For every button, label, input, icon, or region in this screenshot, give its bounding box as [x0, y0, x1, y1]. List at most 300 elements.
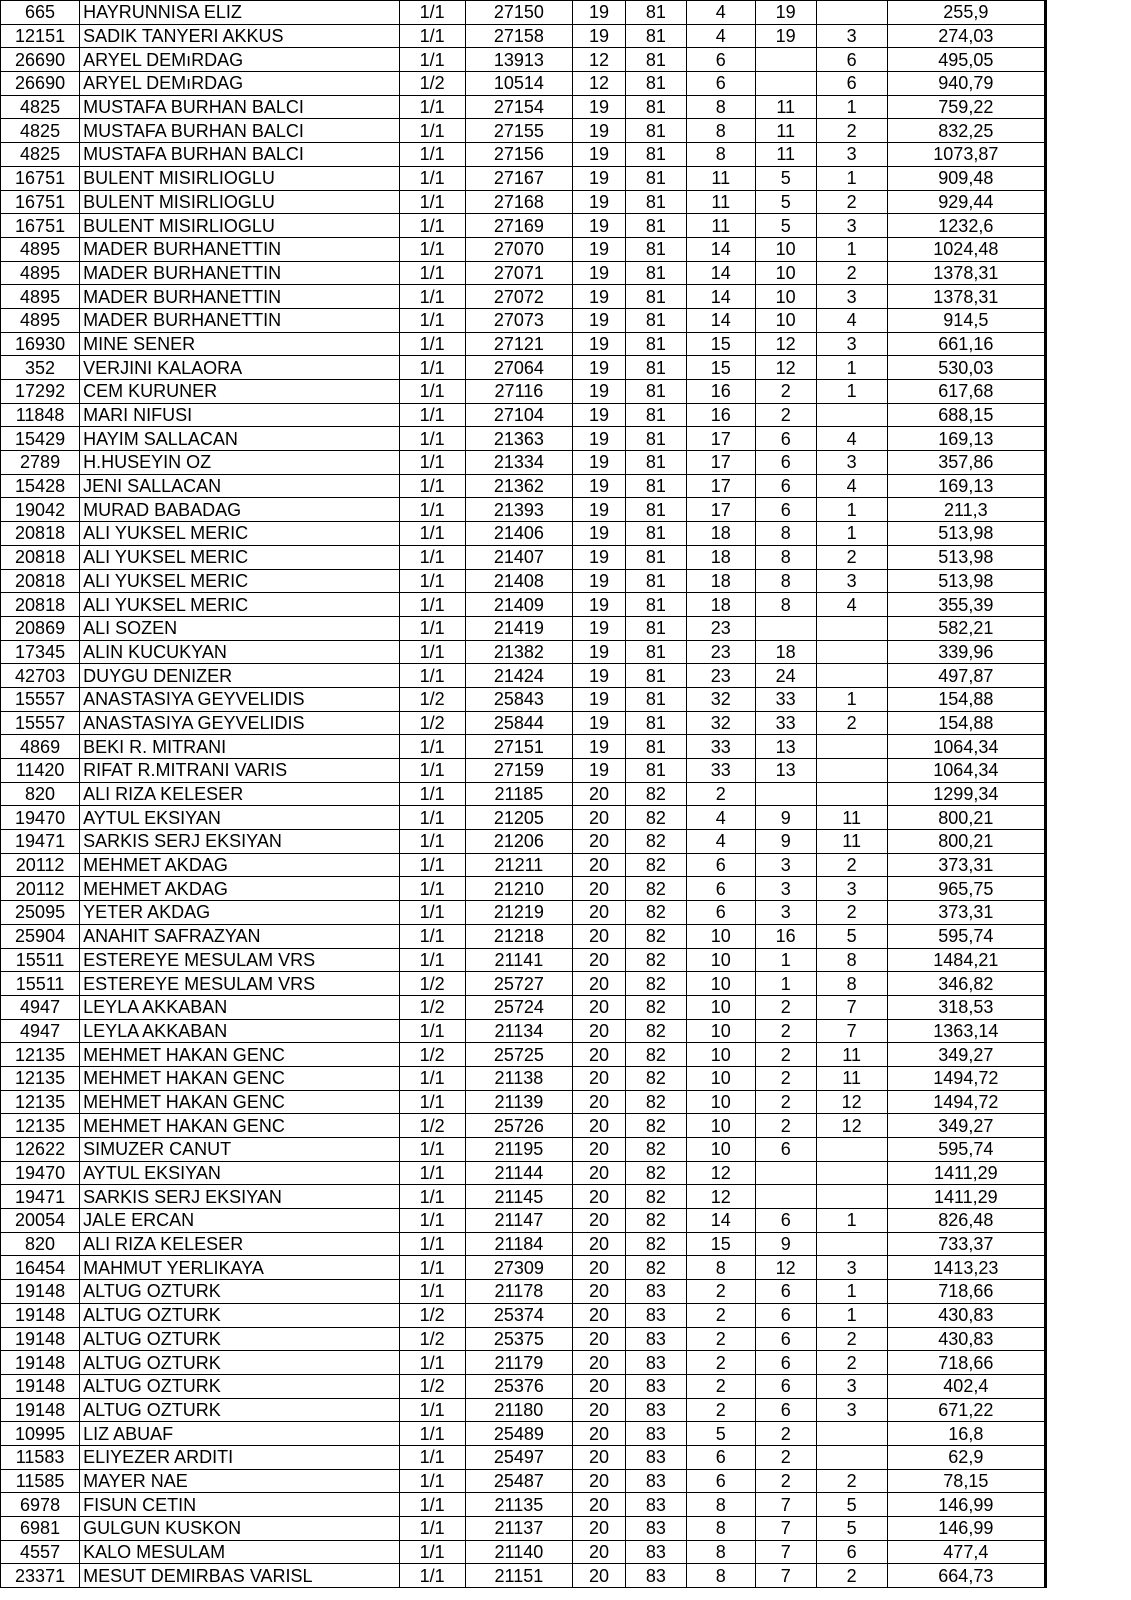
col-c-cell: 8 [686, 143, 755, 167]
record-id-cell: 4947 [1, 995, 80, 1019]
record-id-cell: 15511 [1, 948, 80, 972]
col-b-cell: 81 [625, 95, 686, 119]
col-e-cell [816, 1232, 887, 1256]
amount-cell: 595,74 [887, 924, 1045, 948]
table-row [1, 143, 1046, 167]
table-row [1, 166, 1046, 190]
amount-cell: 1494,72 [887, 1090, 1045, 1114]
col-b-cell: 81 [625, 427, 686, 451]
col-c-cell: 2 [686, 1280, 755, 1304]
record-id-cell: 2789 [1, 451, 80, 475]
table-row [1, 1256, 1046, 1280]
amount-cell: 733,37 [887, 1232, 1045, 1256]
parcel-no-cell: 27073 [465, 308, 573, 332]
col-d-cell: 2 [755, 380, 816, 404]
table-row [1, 830, 1046, 854]
parcel-no-cell: 25727 [465, 972, 573, 996]
col-b-cell: 81 [625, 166, 686, 190]
parcel-no-cell: 21408 [465, 569, 573, 593]
col-b-cell: 81 [625, 593, 686, 617]
amount-cell: 595,74 [887, 1138, 1045, 1162]
name-cell: MURAD BABADAG [80, 498, 400, 522]
parcel-no-cell: 27064 [465, 356, 573, 380]
parcel-no-cell: 21218 [465, 924, 573, 948]
col-c-cell: 2 [686, 1351, 755, 1375]
share-cell: 1/1 [399, 119, 465, 143]
record-id-cell: 820 [1, 1232, 80, 1256]
record-id-cell: 19470 [1, 1161, 80, 1185]
record-id-cell: 4895 [1, 308, 80, 332]
col-a-cell: 20 [573, 830, 626, 854]
table-row [1, 427, 1046, 451]
col-b-cell: 81 [625, 285, 686, 309]
col-c-cell: 2 [686, 1327, 755, 1351]
amount-cell: 671,22 [887, 1398, 1045, 1422]
col-c-cell: 4 [686, 24, 755, 48]
col-a-cell: 20 [573, 972, 626, 996]
col-a-cell: 19 [573, 735, 626, 759]
table-row [1, 72, 1046, 96]
col-c-cell: 8 [686, 1256, 755, 1280]
record-id-cell: 25095 [1, 901, 80, 925]
record-id-cell: 4895 [1, 261, 80, 285]
col-e-cell: 2 [816, 901, 887, 925]
table-row [1, 735, 1046, 759]
col-a-cell: 19 [573, 119, 626, 143]
name-cell: ALTUG OZTURK [80, 1374, 400, 1398]
col-a-cell: 19 [573, 24, 626, 48]
parcel-no-cell: 21180 [465, 1398, 573, 1422]
col-d-cell: 10 [755, 237, 816, 261]
col-d-cell: 3 [755, 853, 816, 877]
col-b-cell: 81 [625, 356, 686, 380]
col-e-cell: 1 [816, 522, 887, 546]
col-a-cell: 20 [573, 1114, 626, 1138]
record-id-cell: 820 [1, 782, 80, 806]
share-cell: 1/1 [399, 545, 465, 569]
share-cell: 1/1 [399, 1209, 465, 1233]
col-d-cell: 2 [755, 1066, 816, 1090]
col-b-cell: 81 [625, 119, 686, 143]
col-e-cell [816, 1185, 887, 1209]
table-row [1, 616, 1046, 640]
col-e-cell: 2 [816, 1327, 887, 1351]
col-d-cell: 5 [755, 190, 816, 214]
col-c-cell: 2 [686, 1398, 755, 1422]
parcel-no-cell: 21144 [465, 1161, 573, 1185]
record-id-cell: 19148 [1, 1327, 80, 1351]
col-e-cell [816, 1445, 887, 1469]
col-a-cell: 20 [573, 1066, 626, 1090]
share-cell: 1/1 [399, 1422, 465, 1446]
col-d-cell: 33 [755, 687, 816, 711]
share-cell: 1/1 [399, 830, 465, 854]
col-b-cell: 81 [625, 640, 686, 664]
parcel-no-cell: 21134 [465, 1019, 573, 1043]
col-c-cell: 8 [686, 119, 755, 143]
share-cell: 1/1 [399, 593, 465, 617]
table-row [1, 687, 1046, 711]
record-id-cell: 11583 [1, 1445, 80, 1469]
col-d-cell [755, 72, 816, 96]
col-a-cell: 20 [573, 1327, 626, 1351]
col-e-cell [816, 1422, 887, 1446]
col-d-cell: 6 [755, 451, 816, 475]
col-a-cell: 19 [573, 261, 626, 285]
col-b-cell: 82 [625, 1019, 686, 1043]
col-c-cell: 18 [686, 569, 755, 593]
amount-cell: 373,31 [887, 853, 1045, 877]
col-d-cell: 19 [755, 24, 816, 48]
col-a-cell: 20 [573, 1517, 626, 1541]
parcel-no-cell: 21409 [465, 593, 573, 617]
col-c-cell: 8 [686, 95, 755, 119]
share-cell: 1/1 [399, 1540, 465, 1564]
name-cell: MEHMET HAKAN GENC [80, 1090, 400, 1114]
table-row [1, 853, 1046, 877]
parcel-no-cell: 21334 [465, 451, 573, 475]
table-row [1, 1469, 1046, 1493]
col-a-cell: 20 [573, 1351, 626, 1375]
table-row [1, 1232, 1046, 1256]
col-a-cell: 19 [573, 545, 626, 569]
table-row [1, 1327, 1046, 1351]
col-e-cell: 5 [816, 1517, 887, 1541]
table-row [1, 1517, 1046, 1541]
col-c-cell: 8 [686, 1564, 755, 1588]
name-cell: YETER AKDAG [80, 901, 400, 925]
amount-cell: 1494,72 [887, 1066, 1045, 1090]
table-row [1, 498, 1046, 522]
col-e-cell: 2 [816, 545, 887, 569]
share-cell: 1/1 [399, 640, 465, 664]
share-cell: 1/1 [399, 1138, 465, 1162]
parcel-no-cell: 27104 [465, 403, 573, 427]
parcel-no-cell: 13913 [465, 48, 573, 72]
share-cell: 1/1 [399, 522, 465, 546]
amount-cell: 62,9 [887, 1445, 1045, 1469]
col-c-cell: 23 [686, 640, 755, 664]
col-a-cell: 19 [573, 380, 626, 404]
col-d-cell: 8 [755, 569, 816, 593]
record-id-cell: 20112 [1, 877, 80, 901]
name-cell: LEYLA AKKABAN [80, 995, 400, 1019]
col-b-cell: 81 [625, 261, 686, 285]
col-b-cell: 82 [625, 948, 686, 972]
parcel-no-cell: 25497 [465, 1445, 573, 1469]
amount-cell: 929,44 [887, 190, 1045, 214]
col-a-cell: 20 [573, 1422, 626, 1446]
col-e-cell: 1 [816, 380, 887, 404]
table-row [1, 1351, 1046, 1375]
name-cell: MADER BURHANETTIN [80, 308, 400, 332]
col-d-cell [755, 48, 816, 72]
col-b-cell: 81 [625, 1, 686, 25]
col-a-cell: 20 [573, 1043, 626, 1067]
amount-cell: 940,79 [887, 72, 1045, 96]
col-c-cell: 10 [686, 995, 755, 1019]
table-row [1, 1540, 1046, 1564]
name-cell: ALI YUKSEL MERIC [80, 593, 400, 617]
parcel-no-cell: 27168 [465, 190, 573, 214]
col-e-cell [816, 403, 887, 427]
record-id-cell: 12622 [1, 1138, 80, 1162]
col-b-cell: 81 [625, 759, 686, 783]
col-a-cell: 12 [573, 48, 626, 72]
record-id-cell: 12135 [1, 1114, 80, 1138]
col-c-cell: 11 [686, 214, 755, 238]
share-cell: 1/1 [399, 735, 465, 759]
record-id-cell: 19470 [1, 806, 80, 830]
col-a-cell: 19 [573, 190, 626, 214]
parcel-no-cell: 27116 [465, 380, 573, 404]
amount-cell: 16,8 [887, 1422, 1045, 1446]
amount-cell: 169,13 [887, 427, 1045, 451]
share-cell: 1/1 [399, 1493, 465, 1517]
col-e-cell: 12 [816, 1090, 887, 1114]
col-d-cell: 13 [755, 759, 816, 783]
share-cell: 1/1 [399, 427, 465, 451]
table-row [1, 451, 1046, 475]
name-cell: MARI NIFUSI [80, 403, 400, 427]
record-id-cell: 665 [1, 1, 80, 25]
share-cell: 1/1 [399, 1232, 465, 1256]
col-e-cell: 3 [816, 143, 887, 167]
col-e-cell: 1 [816, 95, 887, 119]
col-b-cell: 83 [625, 1493, 686, 1517]
col-e-cell: 2 [816, 190, 887, 214]
table-row [1, 95, 1046, 119]
col-e-cell: 6 [816, 72, 887, 96]
col-b-cell: 82 [625, 853, 686, 877]
col-e-cell: 11 [816, 1043, 887, 1067]
table-row [1, 1398, 1046, 1422]
amount-cell: 661,16 [887, 332, 1045, 356]
col-d-cell: 6 [755, 1351, 816, 1375]
parcel-no-cell: 21424 [465, 664, 573, 688]
table-row [1, 1114, 1046, 1138]
col-b-cell: 82 [625, 972, 686, 996]
table-row [1, 806, 1046, 830]
col-c-cell: 2 [686, 1303, 755, 1327]
record-id-cell: 4895 [1, 285, 80, 309]
name-cell: JENI SALLACAN [80, 474, 400, 498]
table-row [1, 901, 1046, 925]
parcel-no-cell: 21137 [465, 1517, 573, 1541]
col-c-cell: 15 [686, 1232, 755, 1256]
col-e-cell: 4 [816, 427, 887, 451]
name-cell: LEYLA AKKABAN [80, 1019, 400, 1043]
name-cell: MADER BURHANETTIN [80, 285, 400, 309]
table-row [1, 24, 1046, 48]
record-id-cell: 20112 [1, 853, 80, 877]
col-c-cell: 6 [686, 48, 755, 72]
share-cell: 1/1 [399, 237, 465, 261]
amount-cell: 346,82 [887, 972, 1045, 996]
name-cell: MESUT DEMIRBAS VARISL [80, 1564, 400, 1588]
col-c-cell: 4 [686, 806, 755, 830]
share-cell: 1/1 [399, 214, 465, 238]
name-cell: MADER BURHANETTIN [80, 261, 400, 285]
share-cell: 1/1 [399, 332, 465, 356]
col-b-cell: 83 [625, 1351, 686, 1375]
name-cell: ALI RIZA KELESER [80, 1232, 400, 1256]
col-a-cell: 20 [573, 782, 626, 806]
amount-cell: 274,03 [887, 24, 1045, 48]
share-cell: 1/1 [399, 190, 465, 214]
col-c-cell: 14 [686, 237, 755, 261]
record-id-cell: 16751 [1, 166, 80, 190]
share-cell: 1/1 [399, 356, 465, 380]
share-cell: 1/1 [399, 1280, 465, 1304]
record-id-cell: 26690 [1, 48, 80, 72]
record-id-cell: 19148 [1, 1351, 80, 1375]
record-id-cell: 20818 [1, 593, 80, 617]
amount-cell: 530,03 [887, 356, 1045, 380]
col-d-cell: 33 [755, 711, 816, 735]
name-cell: SIMUZER CANUT [80, 1138, 400, 1162]
name-cell: RIFAT R.MITRANI VARIS [80, 759, 400, 783]
col-d-cell: 3 [755, 877, 816, 901]
amount-cell: 357,86 [887, 451, 1045, 475]
parcel-no-cell: 27151 [465, 735, 573, 759]
col-d-cell: 6 [755, 1209, 816, 1233]
name-cell: ALI YUKSEL MERIC [80, 522, 400, 546]
table-row [1, 664, 1046, 688]
amount-cell: 1411,29 [887, 1161, 1045, 1185]
col-c-cell: 16 [686, 403, 755, 427]
parcel-no-cell: 21139 [465, 1090, 573, 1114]
record-id-cell: 4825 [1, 119, 80, 143]
col-d-cell [755, 1161, 816, 1185]
share-cell: 1/1 [399, 380, 465, 404]
col-e-cell: 2 [816, 261, 887, 285]
col-c-cell: 15 [686, 356, 755, 380]
record-id-cell: 11585 [1, 1469, 80, 1493]
col-a-cell: 19 [573, 143, 626, 167]
col-b-cell: 83 [625, 1469, 686, 1493]
name-cell: GULGUN KUSKON [80, 1517, 400, 1541]
col-e-cell: 6 [816, 48, 887, 72]
name-cell: SADIK TANYERI AKKUS [80, 24, 400, 48]
col-c-cell: 12 [686, 1161, 755, 1185]
amount-cell: 1378,31 [887, 261, 1045, 285]
col-e-cell: 11 [816, 1066, 887, 1090]
parcel-no-cell: 25843 [465, 687, 573, 711]
parcel-no-cell: 27158 [465, 24, 573, 48]
col-c-cell: 32 [686, 687, 755, 711]
amount-cell: 373,31 [887, 901, 1045, 925]
amount-cell: 339,96 [887, 640, 1045, 664]
record-id-cell: 15428 [1, 474, 80, 498]
parcel-no-cell: 27072 [465, 285, 573, 309]
table-row [1, 593, 1046, 617]
table-row [1, 711, 1046, 735]
record-id-cell: 15557 [1, 711, 80, 735]
col-e-cell: 2 [816, 711, 887, 735]
col-a-cell: 19 [573, 237, 626, 261]
col-d-cell: 10 [755, 261, 816, 285]
share-cell: 1/1 [399, 1469, 465, 1493]
col-b-cell: 81 [625, 664, 686, 688]
table-row [1, 759, 1046, 783]
parcel-no-cell: 21179 [465, 1351, 573, 1375]
col-c-cell: 6 [686, 1469, 755, 1493]
parcel-no-cell: 27071 [465, 261, 573, 285]
col-a-cell: 19 [573, 474, 626, 498]
share-cell: 1/1 [399, 451, 465, 475]
name-cell: ALI RIZA KELESER [80, 782, 400, 806]
name-cell: CEM KURUNER [80, 380, 400, 404]
col-e-cell: 3 [816, 451, 887, 475]
col-c-cell: 11 [686, 190, 755, 214]
share-cell: 1/2 [399, 711, 465, 735]
share-cell: 1/1 [399, 1256, 465, 1280]
col-a-cell: 20 [573, 1374, 626, 1398]
table-row [1, 48, 1046, 72]
col-a-cell: 19 [573, 664, 626, 688]
parcel-no-cell: 25487 [465, 1469, 573, 1493]
parcel-no-cell: 21147 [465, 1209, 573, 1233]
col-a-cell: 20 [573, 1493, 626, 1517]
col-a-cell: 20 [573, 1469, 626, 1493]
share-cell: 1/2 [399, 1327, 465, 1351]
col-b-cell: 83 [625, 1303, 686, 1327]
share-cell: 1/1 [399, 166, 465, 190]
col-c-cell: 10 [686, 948, 755, 972]
col-c-cell: 8 [686, 1517, 755, 1541]
col-e-cell: 1 [816, 498, 887, 522]
share-cell: 1/1 [399, 403, 465, 427]
name-cell: MEHMET AKDAG [80, 877, 400, 901]
record-id-cell: 6978 [1, 1493, 80, 1517]
table-row [1, 1138, 1046, 1162]
parcel-no-cell: 25374 [465, 1303, 573, 1327]
share-cell: 1/1 [399, 806, 465, 830]
col-c-cell: 10 [686, 1090, 755, 1114]
col-a-cell: 20 [573, 1540, 626, 1564]
col-c-cell: 10 [686, 1019, 755, 1043]
col-c-cell: 33 [686, 735, 755, 759]
col-d-cell [755, 1185, 816, 1209]
parcel-no-cell: 21210 [465, 877, 573, 901]
amount-cell: 349,27 [887, 1043, 1045, 1067]
col-b-cell: 82 [625, 1161, 686, 1185]
table-row [1, 261, 1046, 285]
col-c-cell: 23 [686, 616, 755, 640]
col-b-cell: 81 [625, 735, 686, 759]
name-cell: ALI YUKSEL MERIC [80, 545, 400, 569]
col-d-cell: 3 [755, 901, 816, 925]
name-cell: KALO MESULAM [80, 1540, 400, 1564]
name-cell: ALTUG OZTURK [80, 1303, 400, 1327]
name-cell: ANASTASIYA GEYVELIDIS [80, 687, 400, 711]
name-cell: MAHMUT YERLIKAYA [80, 1256, 400, 1280]
col-b-cell: 81 [625, 24, 686, 48]
col-e-cell: 8 [816, 948, 887, 972]
col-a-cell: 20 [573, 1398, 626, 1422]
name-cell: ALTUG OZTURK [80, 1327, 400, 1351]
table-row [1, 1066, 1046, 1090]
col-d-cell: 6 [755, 474, 816, 498]
col-b-cell: 83 [625, 1564, 686, 1588]
col-b-cell: 82 [625, 830, 686, 854]
parcel-no-cell: 25726 [465, 1114, 573, 1138]
table-row [1, 1161, 1046, 1185]
amount-cell: 914,5 [887, 308, 1045, 332]
col-e-cell: 2 [816, 1469, 887, 1493]
share-cell: 1/1 [399, 474, 465, 498]
